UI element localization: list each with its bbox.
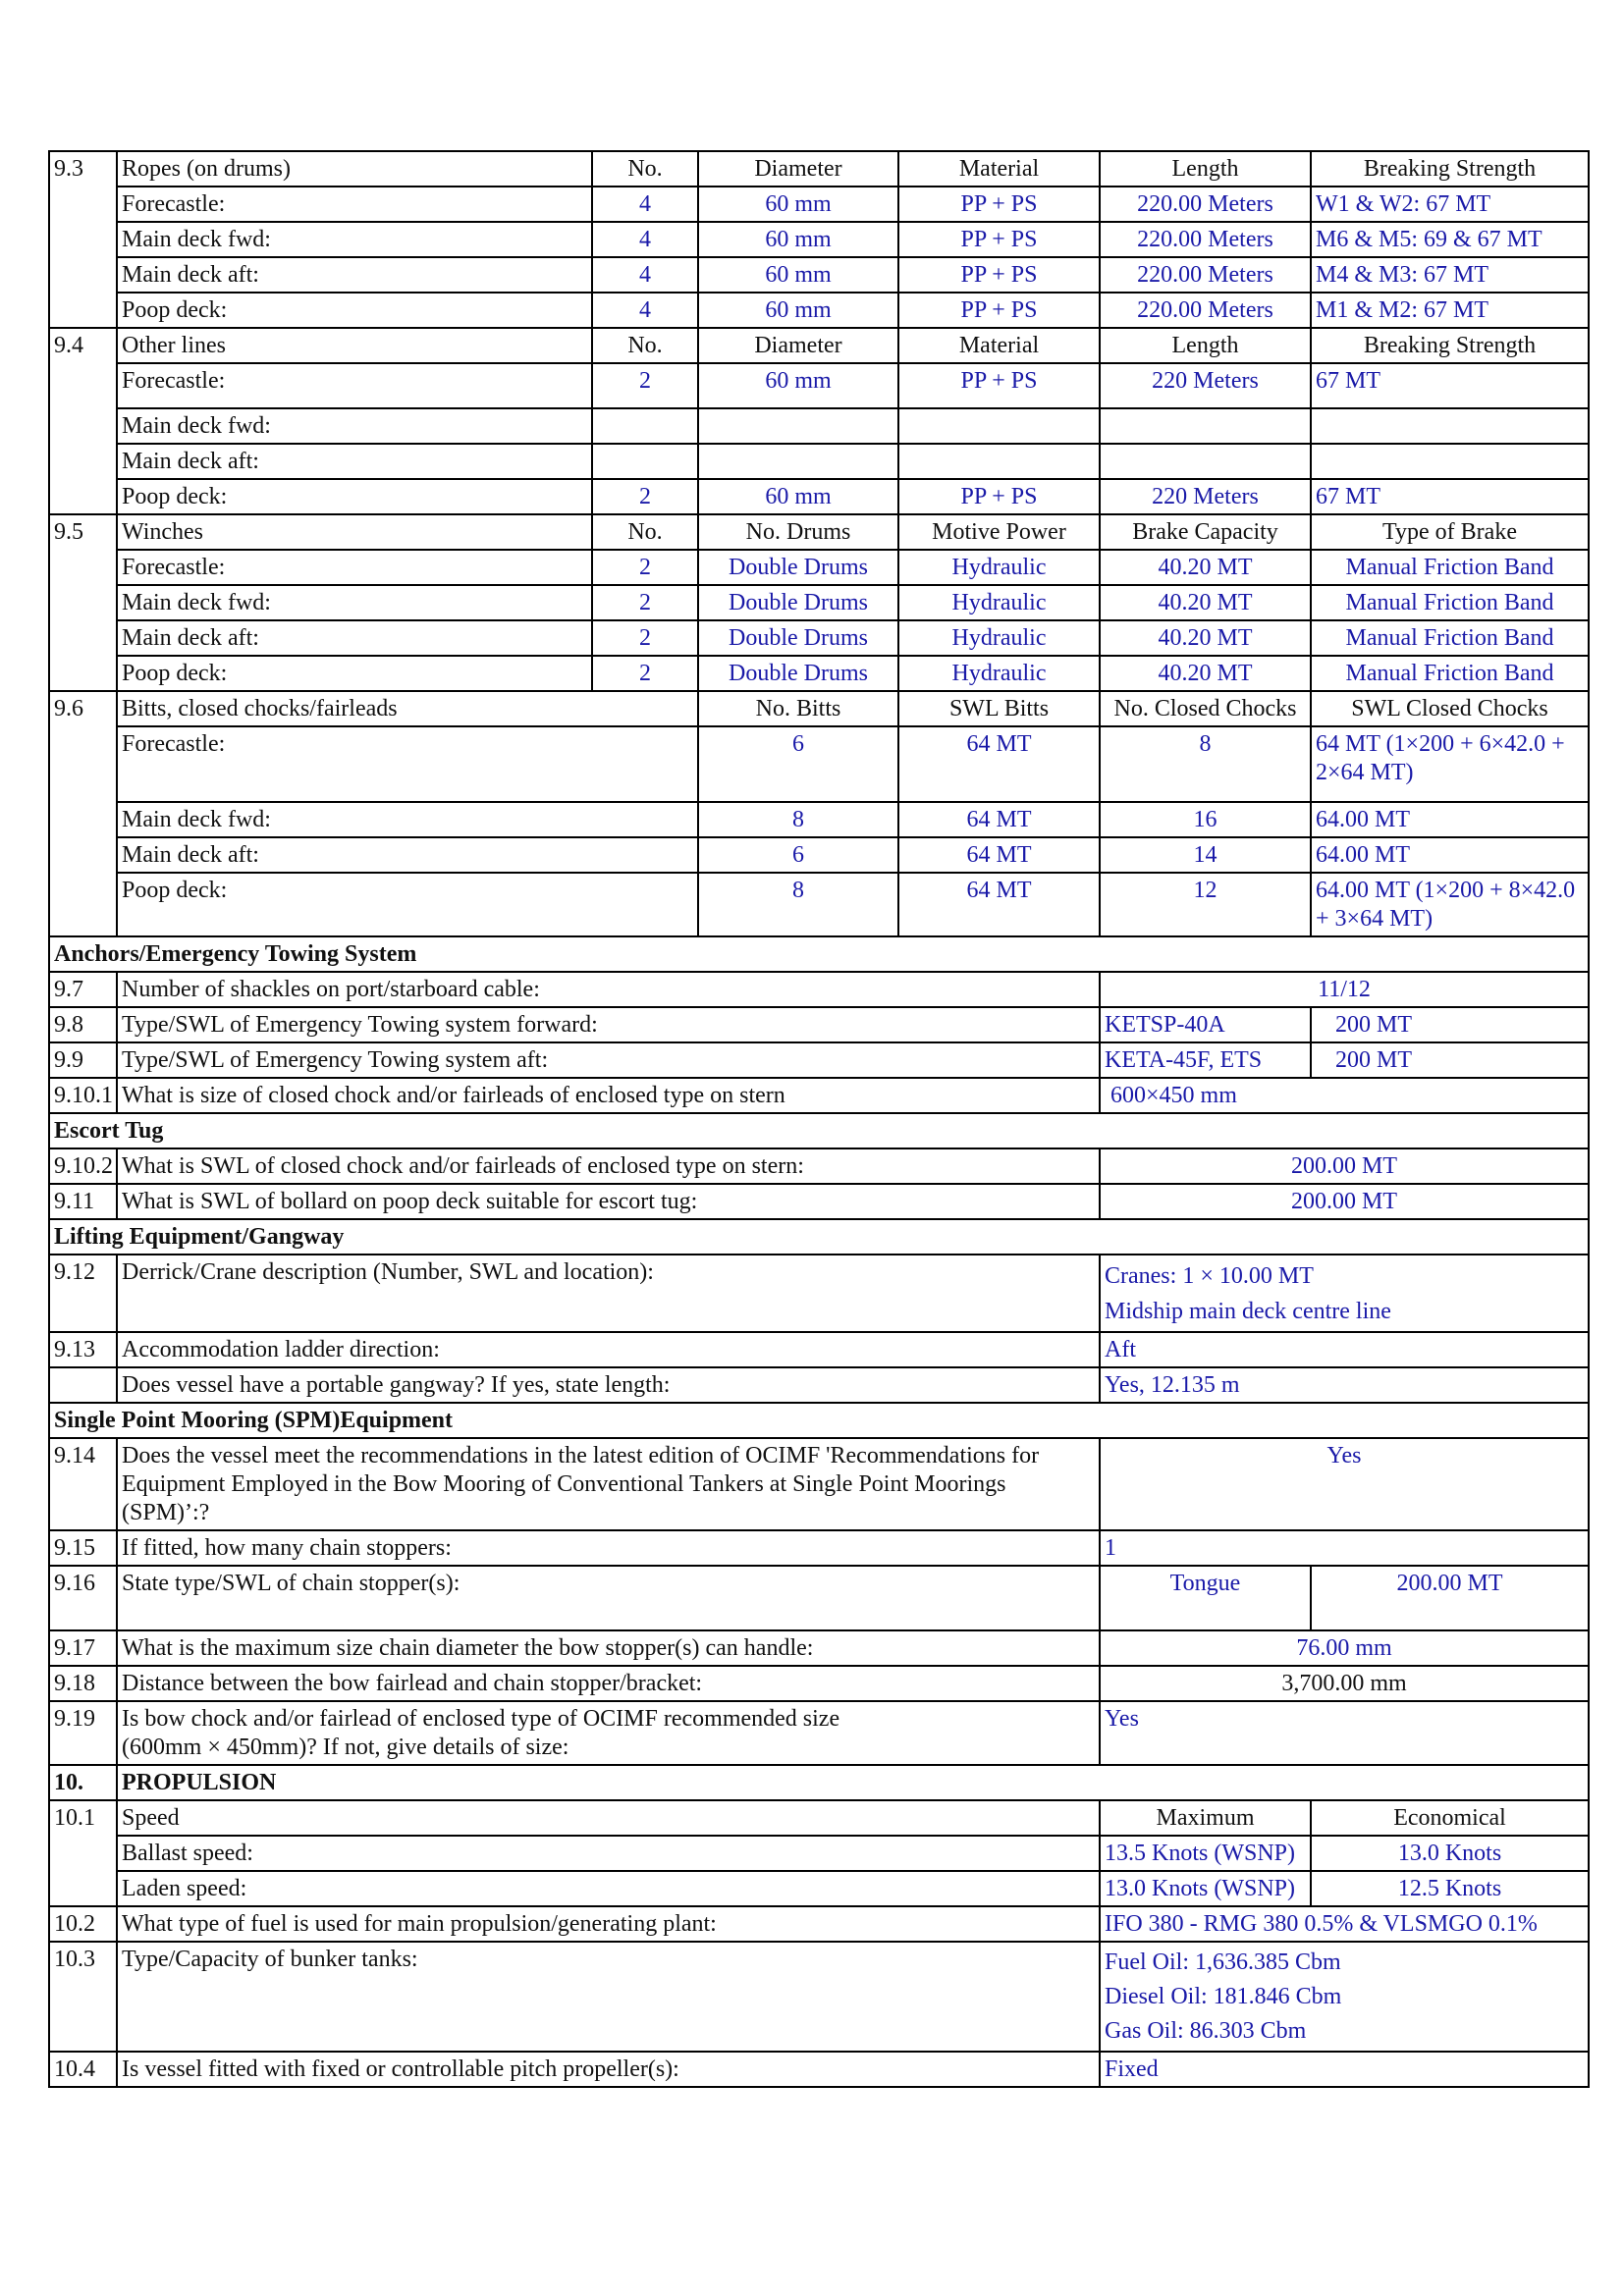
answer-value: 13.5 Knots (WSNP) [1100,1836,1311,1871]
value-cell [698,408,898,444]
value-cell: 40.20 MT [1100,550,1311,585]
value-cell: Hydraulic [898,585,1100,620]
table-row [49,1438,1589,1530]
answer-value [1100,1942,1589,2052]
row-label: Main deck fwd: [117,802,698,837]
section-number: 9.5 [49,514,117,691]
value-cell: 2 [592,550,698,585]
table-row [49,936,1589,972]
question-label: Accommodation ladder direction: [117,1332,1100,1367]
question-label: Does the vessel meet the recommendations in the latest edition of OCIMF 'Recommendations for Equipment Employed in the Bow Mooring of Conventional Tankers at Single Point Moorings (SPM)’:? [117,1438,1100,1530]
question-number: 9.11 [49,1184,117,1219]
question-number: 9.8 [49,1007,117,1042]
table-row [49,479,1589,514]
value-cell: M6 & M5: 69 & 67 MT [1311,222,1589,257]
question-label: What is size of closed chock and/or fairleads of enclosed type on stern [117,1078,1100,1113]
answer-value [1100,1255,1589,1332]
answer-value: Yes, 12.135 m [1100,1367,1589,1403]
answer-value: Yes [1100,1701,1589,1765]
answer-value: KETSP-40A [1100,1007,1311,1042]
table-row [49,328,1589,363]
table-row [49,726,1589,802]
value-cell: Manual Friction Band [1311,550,1589,585]
answer-value: IFO 380 - RMG 380 0.5% & VLSMGO 0.1% [1100,1906,1589,1942]
value-cell: 60 mm [698,187,898,222]
value-cell: 8 [1100,726,1311,802]
value-cell: 40.20 MT [1100,620,1311,656]
column-header: No. [592,514,698,550]
value-cell: 220 Meters [1100,363,1311,408]
question-label: Distance between the bow fairlead and chain stopper/bracket: [117,1666,1100,1701]
row-label: Main deck aft: [117,444,592,479]
table-row [49,873,1589,936]
table-row [49,1184,1589,1219]
table-row [49,802,1589,837]
table-row [49,222,1589,257]
value-cell: 8 [698,873,898,936]
column-header: Diameter [698,151,898,187]
question-label: If fitted, how many chain stoppers: [117,1530,1100,1566]
column-header: Breaking Strength [1311,151,1589,187]
row-label: Main deck fwd: [117,408,592,444]
question-number: 9.10.2 [49,1148,117,1184]
question-number: 9.13 [49,1332,117,1367]
question-number [49,1367,117,1403]
value-cell: PP + PS [898,293,1100,328]
column-header: Maximum [1100,1800,1311,1836]
value-cell: 220.00 Meters [1100,222,1311,257]
section-number: 9.3 [49,151,117,328]
table-row [49,408,1589,444]
value-cell: 64 MT [898,726,1100,802]
value-cell: 60 mm [698,222,898,257]
table-row [49,1113,1589,1148]
row-label: Ballast speed: [117,1836,1100,1871]
value-cell: 2 [592,479,698,514]
question-label: Derrick/Crane description (Number, SWL and location): [117,1255,1100,1332]
column-header: Motive Power [898,514,1100,550]
column-header: Breaking Strength [1311,328,1589,363]
table-row [49,1219,1589,1255]
value-cell: 2 [592,363,698,408]
table-row [49,2052,1589,2087]
column-header: No. Bitts [698,691,898,726]
table-row [49,1367,1589,1403]
table-row [49,620,1589,656]
table-row [49,1566,1589,1630]
column-header: Type of Brake [1311,514,1589,550]
section-title: Winches [117,514,592,550]
value-cell: 2 [592,656,698,691]
row-label: Main deck aft: [117,620,592,656]
answer-value: Tongue [1100,1566,1311,1630]
answer-value: 3,700.00 mm [1100,1666,1589,1701]
row-label: Main deck fwd: [117,222,592,257]
table-row [49,1403,1589,1438]
question-number: 9.9 [49,1042,117,1078]
value-cell: 220.00 Meters [1100,293,1311,328]
table-row [49,363,1589,408]
table-row [49,1666,1589,1701]
answer-value: 200 MT [1311,1007,1589,1042]
value-cell: 67 MT [1311,479,1589,514]
value-cell: 12 [1100,873,1311,936]
value-cell: 60 mm [698,363,898,408]
row-label: Poop deck: [117,656,592,691]
table-row [49,293,1589,328]
question-label: What is the maximum size chain diameter the bow stopper(s) can handle: [117,1630,1100,1666]
table-row [49,1942,1589,2052]
answer-line: Diesel Oil: 181.846 Cbm [1105,1984,1342,2009]
answer-line: Midship main deck centre line [1105,1299,1391,1324]
value-cell: 6 [698,837,898,873]
answer-value: Yes [1100,1438,1589,1530]
question-number: 10.3 [49,1942,117,2052]
table-row [49,1148,1589,1184]
value-cell: PP + PS [898,187,1100,222]
answer-line: Gas Oil: 86.303 Cbm [1105,2018,1307,2044]
value-cell: Double Drums [698,656,898,691]
column-header: Brake Capacity [1100,514,1311,550]
question-number: 9.18 [49,1666,117,1701]
question-number: 9.10.1 [49,1078,117,1113]
question-number: 10.2 [49,1906,117,1942]
column-header: No. [592,328,698,363]
value-cell: Manual Friction Band [1311,620,1589,656]
row-label: Main deck fwd: [117,585,592,620]
value-cell: 64 MT [898,873,1100,936]
row-label: Main deck aft: [117,837,698,873]
question-label: Is bow chock and/or fairlead of enclosed type of OCIMF recommended size (600mm × 450mm)? If not, give details of size: [117,1701,1100,1765]
table-row [49,1906,1589,1942]
column-header: Material [898,151,1100,187]
value-cell: 220.00 Meters [1100,257,1311,293]
question-number: 9.7 [49,972,117,1007]
table-row [49,585,1589,620]
question-label: What is SWL of closed chock and/or fairleads of enclosed type on stern: [117,1148,1100,1184]
question-label: Is vessel fitted with fixed or controllable pitch propeller(s): [117,2052,1100,2087]
table-row [49,1765,1589,1800]
row-label: Forecastle: [117,550,592,585]
row-label: Laden speed: [117,1871,1100,1906]
column-header: SWL Bitts [898,691,1100,726]
row-label: Forecastle: [117,726,698,802]
value-cell [1311,408,1589,444]
value-cell: 60 mm [698,257,898,293]
row-label: Forecastle: [117,363,592,408]
section-number: 9.4 [49,328,117,514]
table-row [49,1701,1589,1765]
column-header: No. Closed Chocks [1100,691,1311,726]
value-cell: 64 MT [898,802,1100,837]
table-row [49,1800,1589,1836]
table-row [49,550,1589,585]
column-header: SWL Closed Chocks [1311,691,1589,726]
value-cell: Manual Friction Band [1311,585,1589,620]
table-row [49,1630,1589,1666]
column-header: No. [592,151,698,187]
value-cell: 2 [592,620,698,656]
value-cell: 4 [592,257,698,293]
value-cell: M4 & M3: 67 MT [1311,257,1589,293]
question-label: Type/SWL of Emergency Towing system forward: [117,1007,1100,1042]
value-cell: Hydraulic [898,550,1100,585]
column-header: No. Drums [698,514,898,550]
column-header: Material [898,328,1100,363]
answer-value: KETA-45F, ETS [1100,1042,1311,1078]
section-heading: Lifting Equipment/Gangway [49,1219,1589,1255]
value-cell: 2 [592,585,698,620]
value-cell: 6 [698,726,898,802]
row-label: Poop deck: [117,479,592,514]
value-cell: M1 & M2: 67 MT [1311,293,1589,328]
value-cell: 8 [698,802,898,837]
column-header: Economical [1311,1800,1589,1836]
question-label: Type/Capacity of bunker tanks: [117,1942,1100,2052]
table-row [49,656,1589,691]
table-row [49,1255,1589,1332]
value-cell: PP + PS [898,257,1100,293]
answer-line: Fuel Oil: 1,636.385 Cbm [1105,1949,1341,1975]
value-cell: PP + PS [898,222,1100,257]
table-row [49,151,1589,187]
table-row [49,1042,1589,1078]
value-cell: 4 [592,187,698,222]
question-label: Number of shackles on port/starboard cable: [117,972,1100,1007]
table-row [49,1332,1589,1367]
table-row [49,444,1589,479]
table-row [49,1078,1589,1113]
value-cell: Hydraulic [898,656,1100,691]
question-label: Type/SWL of Emergency Towing system aft: [117,1042,1100,1078]
answer-value: 200.00 MT [1100,1148,1589,1184]
table-row [49,972,1589,1007]
value-cell: 64.00 MT (1×200 + 8×42.0 + 3×64 MT) [1311,873,1589,936]
value-cell [1311,444,1589,479]
table-row [49,837,1589,873]
answer-value: 76.00 mm [1100,1630,1589,1666]
value-cell: 4 [592,222,698,257]
value-cell: 60 mm [698,293,898,328]
value-cell: PP + PS [898,479,1100,514]
value-cell: PP + PS [898,363,1100,408]
question-number: 10.4 [49,2052,117,2087]
table-row [49,187,1589,222]
vessel-particulars-table [48,150,1590,2088]
value-cell: Hydraulic [898,620,1100,656]
answer-value: 200.00 MT [1100,1184,1589,1219]
value-cell: 14 [1100,837,1311,873]
section-heading: PROPULSION [117,1765,1589,1800]
answer-value: 1 [1100,1530,1589,1566]
table-row [49,257,1589,293]
answer-value: 11/12 [1100,972,1589,1007]
value-cell: Double Drums [698,550,898,585]
answer-line: Cranes: 1 × 10.00 MT [1105,1263,1314,1289]
row-label: Main deck aft: [117,257,592,293]
table-row [49,1007,1589,1042]
row-label: Poop deck: [117,873,698,936]
value-cell: W1 & W2: 67 MT [1311,187,1589,222]
column-header: Length [1100,328,1311,363]
value-cell [1100,408,1311,444]
answer-value: 600×450 mm [1100,1078,1589,1113]
value-cell [698,444,898,479]
table-row [49,1530,1589,1566]
value-cell: 60 mm [698,479,898,514]
value-cell: 220 Meters [1100,479,1311,514]
value-cell: 64 MT (1×200 + 6×42.0 + 2×64 MT) [1311,726,1589,802]
answer-value: Fixed [1100,2052,1589,2087]
value-cell: 64 MT [898,837,1100,873]
row-label: Poop deck: [117,293,592,328]
value-cell: 64.00 MT [1311,837,1589,873]
question-number: 10.1 [49,1800,117,1906]
section-title: Bitts, closed chocks/fairleads [117,691,698,726]
question-label: State type/SWL of chain stopper(s): [117,1566,1100,1630]
question-number: 9.15 [49,1530,117,1566]
section-title: Other lines [117,328,592,363]
question-number: 9.16 [49,1566,117,1630]
answer-value: 200 MT [1311,1042,1589,1078]
value-cell [1100,444,1311,479]
value-cell [592,408,698,444]
question-number: 9.19 [49,1701,117,1765]
value-cell: Double Drums [698,585,898,620]
question-label: Speed [117,1800,1100,1836]
table-row [49,1836,1589,1871]
question-label: Does vessel have a portable gangway? If yes, state length: [117,1367,1100,1403]
column-header: Length [1100,151,1311,187]
value-cell: Double Drums [698,620,898,656]
value-cell: 67 MT [1311,363,1589,408]
value-cell: 220.00 Meters [1100,187,1311,222]
value-cell: Manual Friction Band [1311,656,1589,691]
value-cell [592,444,698,479]
section-number: 10. [49,1765,117,1800]
value-cell: 4 [592,293,698,328]
answer-value: 200.00 MT [1311,1566,1589,1630]
answer-value: 13.0 Knots (WSNP) [1100,1871,1311,1906]
answer-value: Aft [1100,1332,1589,1367]
column-header: Diameter [698,328,898,363]
value-cell [898,444,1100,479]
value-cell [898,408,1100,444]
answer-value: 13.0 Knots [1311,1836,1589,1871]
section-heading: Single Point Mooring (SPM)Equipment [49,1403,1589,1438]
value-cell: 40.20 MT [1100,656,1311,691]
table-row [49,514,1589,550]
answer-value: 12.5 Knots [1311,1871,1589,1906]
section-heading: Anchors/Emergency Towing System [49,936,1589,972]
value-cell: 64.00 MT [1311,802,1589,837]
section-title: Ropes (on drums) [117,151,592,187]
question-number: 9.12 [49,1255,117,1332]
question-number: 9.17 [49,1630,117,1666]
table-row [49,691,1589,726]
value-cell: 16 [1100,802,1311,837]
section-number: 9.6 [49,691,117,936]
value-cell: 40.20 MT [1100,585,1311,620]
table-row [49,1871,1589,1906]
section-heading: Escort Tug [49,1113,1589,1148]
question-label: What type of fuel is used for main propulsion/generating plant: [117,1906,1100,1942]
row-label: Forecastle: [117,187,592,222]
question-number: 9.14 [49,1438,117,1530]
question-label: What is SWL of bollard on poop deck suitable for escort tug: [117,1184,1100,1219]
